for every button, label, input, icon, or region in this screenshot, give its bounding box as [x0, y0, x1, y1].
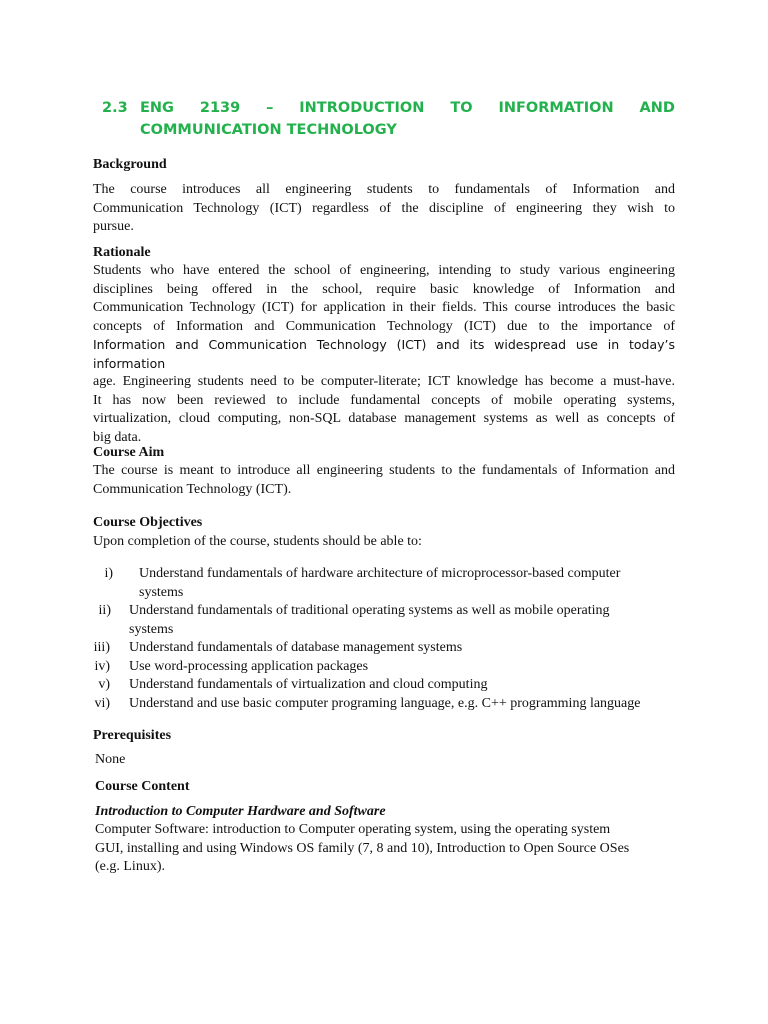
- text-line: disciplines being offered in the school, require basic knowledge of Information and: [93, 281, 675, 297]
- text-line: pursue.: [93, 219, 134, 234]
- text-line: concepts of Information and Communication Technology (ICT) due to the importance of: [93, 318, 675, 334]
- background-heading: Background: [93, 157, 167, 172]
- rationale-paragraph: [93, 262, 675, 447]
- list-item-text-cont: systems: [129, 621, 174, 637]
- list-item-text-cont: systems: [139, 584, 184, 600]
- list-marker: ii): [98, 603, 111, 618]
- text-line: (e.g. Linux).: [95, 859, 165, 874]
- text-line: Computer Software: introduction to Computer operating system, using the operating system: [95, 822, 611, 837]
- prerequisites-heading: Prerequisites: [93, 728, 172, 743]
- list-item-text: Understand fundamentals of hardware architecture of microprocessor-based computer: [139, 566, 621, 581]
- title-word: INFORMATION: [498, 100, 614, 116]
- title-word: AND: [639, 100, 675, 116]
- title-word: INTRODUCTION: [299, 100, 425, 116]
- text-line: GUI, installing and using Windows OS family (7, 8 and 10), Introduction to Open Source OSes: [95, 840, 630, 856]
- section-number: 2.3: [102, 100, 128, 116]
- text-line: age. Engineering students need to be computer-literate; ICT knowledge has become a must-have.: [93, 374, 675, 389]
- list-item: [93, 676, 683, 695]
- title-word: –: [266, 100, 274, 116]
- section-title-line-2: COMMUNICATION TECHNOLOGY: [140, 122, 397, 138]
- list-item-text: Understand fundamentals of database management systems: [129, 640, 463, 655]
- text-line: Communication Technology (ICT) for application in their fields. This course introduces the basic: [93, 300, 675, 315]
- text-line: Communication Technology (ICT) regardless of the discipline of engineering they wish to: [93, 200, 675, 216]
- text-line: Students who have entered the school of engineering, intending to study various engineering: [93, 263, 675, 278]
- course-objectives-heading: Course Objectives: [93, 515, 203, 530]
- rationale-heading: Rationale: [93, 245, 151, 260]
- text-line: The course is meant to introduce all engineering students to the fundamentals of Information and: [93, 463, 675, 478]
- list-item: [93, 565, 683, 602]
- course-aim-paragraph: [93, 462, 675, 499]
- list-item-text: Understand and use basic computer programing language, e.g. C++ programming language: [129, 695, 641, 711]
- list-item: [93, 695, 683, 714]
- prerequisites-text: None: [95, 752, 126, 767]
- list-item: [93, 602, 683, 639]
- background-paragraph: [93, 181, 675, 237]
- title-word: TO: [450, 100, 473, 116]
- list-item: [93, 639, 683, 658]
- section-title-line-1: [140, 97, 675, 119]
- text-line: It has now been reviewed to include fundamental concepts of mobile operating systems,: [93, 392, 675, 408]
- list-marker: v): [98, 677, 110, 692]
- text-line: Communication Technology (ICT).: [93, 481, 292, 497]
- list-marker: iv): [94, 658, 110, 674]
- course-content-heading: Course Content: [95, 779, 190, 794]
- list-marker: iii): [93, 640, 110, 655]
- list-item-text: Understand fundamentals of virtualization and cloud computing: [129, 677, 488, 692]
- text-line: virtualization, cloud computing, non-SQL database management systems as well as concepts of: [93, 411, 675, 426]
- text-line: Information and Communication Technology (ICT) and its widespread use in today’s information: [93, 337, 675, 371]
- objectives-list: [93, 565, 683, 713]
- title-word: ENG: [140, 100, 174, 116]
- list-item: [93, 658, 683, 677]
- text-line: big data.: [93, 429, 142, 445]
- list-item-text: Use word-processing application packages: [129, 658, 369, 674]
- title-word: 2139: [199, 100, 241, 116]
- objectives-intro: Upon completion of the course, students should be able to:: [93, 534, 422, 549]
- course-content-paragraph: [95, 821, 675, 877]
- course-content-subtitle: Introduction to Computer Hardware and Software: [95, 804, 386, 819]
- list-item-text: Understand fundamentals of traditional operating systems as well as mobile operating: [129, 603, 610, 618]
- list-marker: i): [104, 566, 113, 581]
- text-line: The course introduces all engineering students to fundamentals of Information and: [93, 182, 675, 197]
- list-marker: vi): [94, 695, 110, 711]
- course-aim-heading: Course Aim: [93, 445, 165, 460]
